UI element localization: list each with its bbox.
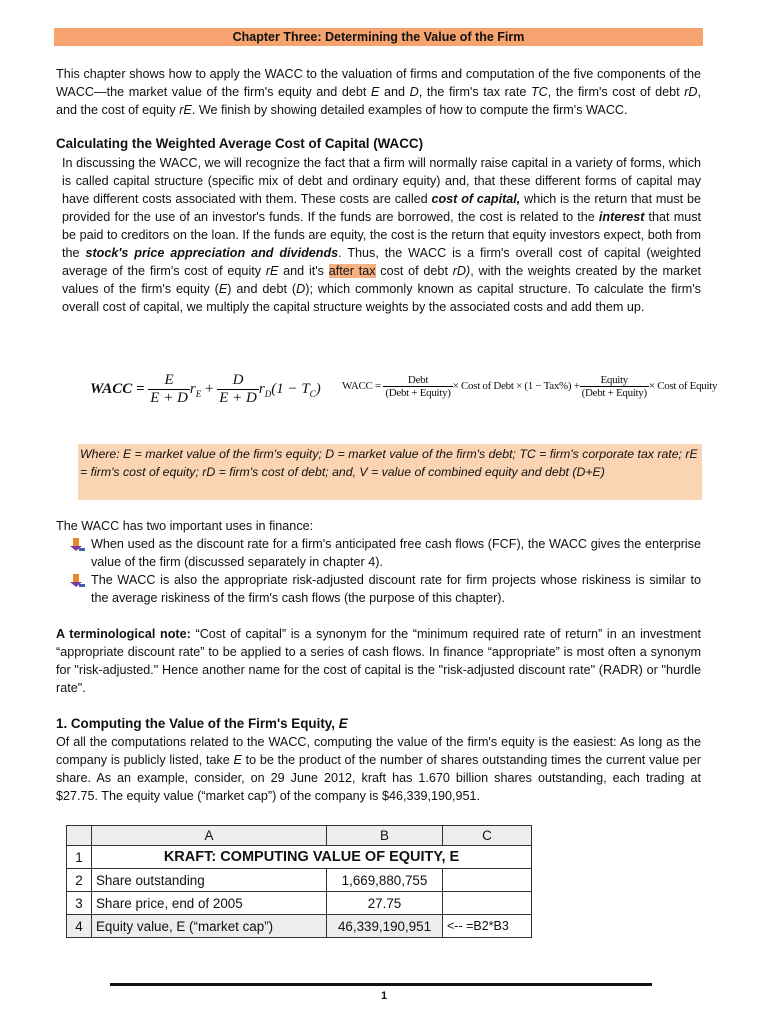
sheet-column-c: C [443,826,532,846]
wacc-var-re: rE [265,264,279,278]
where-definitions-text: Where: E = market value of the firm's equity; D = market value of the firm's debt; TC = firm's corporate tax rate; rE = firm's cost of equity; rD = firm's cost of debt; and, V = value of combined equity and debt (D+E) [80,447,698,479]
formula1-num-d: D [217,372,259,390]
intro-var-re: rE [179,103,192,117]
section1-heading [56,715,701,733]
interest-term: interest [598,210,645,224]
wacc-formula-symbolic [90,372,321,407]
sheet-cell-c2 [443,869,532,892]
page-number: 1 [380,990,388,1002]
where-definitions-box [78,444,702,500]
wacc-paragraph [62,154,701,316]
formula1-tax-term: (1 − T [271,380,310,397]
intro-var-rd: rD [684,85,698,99]
intro-text-3: , the firm's cost of debt [547,85,685,99]
formula2-lhs: WACC = [342,380,381,393]
wacc-text-9: ); which commonly known as capital structure. To calculate the firm's overall cost of capital, we multiply the capital structure weights by the associated costs and add them up. [62,282,701,314]
sheet-cell-b4: 46,339,190,951 [327,915,443,938]
sheet-cell-b3: 27.75 [327,892,443,915]
sheet-cell-a4: Equity value, E (“market cap”) [92,915,327,938]
formula1-num-e: E [148,372,190,390]
section1-heading-text: 1. Computing the Value of the Firm's Equity, [56,716,339,731]
cost-of-capital-term: cost of capital, [431,192,521,206]
kraft-equity-spreadsheet [66,825,532,938]
formula1-close: ) [315,380,321,397]
wacc-text-4: . Thus, the WACC is a firm's overall cost of capital (weighted average of the firm's cost of equity [62,246,702,278]
sheet-cell-c3 [443,892,532,915]
formula1-r-d: r [258,380,265,397]
intro-var-e: E [370,85,380,99]
sheet-row-3 [67,892,532,915]
formula2-middle: × Cost of Debt × (1 − Tax%) + [452,380,580,393]
formula1-plus: + [205,380,214,397]
formula2-num-debt: Debt [383,374,452,387]
sheet-cell-c4: <-- =B2*B3 [443,915,532,938]
formula1-r-d-sub: D [264,388,272,399]
formula2-fraction-equity [580,374,649,399]
use-bullet-2: The WACC is also the appropriate risk-adjusted discount rate for firm projects whose riskiness is similar to the average riskiness of the firm's cash flows (the purpose of this chapter). [91,573,701,605]
section1-paragraph [56,733,701,805]
stock-appreciation-term: stock's price appreciation and dividends [85,246,339,260]
wacc-text-8: ) and debt ( [227,282,297,296]
intro-var-d: D [409,85,419,99]
wacc-formula-verbal [342,374,717,399]
section1-text-2: to be the product of the number of shares outstanding times the current value per share. As an example, consider, on 29 June 2012, kraft has 1.670 billion shares outstanding, each trading at $27.75. The equity value (“market cap”) of the company is $46,339,190,951. [56,753,701,803]
arrow-bullet-icon [70,538,86,552]
sheet-row-4 [67,915,532,938]
footer-rule [110,983,652,986]
sheet-row-2 [67,869,532,892]
section1-heading-e: E [338,716,348,731]
sheet-column-header-row [67,826,532,846]
sheet-cell-a3: Share price, end of 2005 [92,892,327,915]
note-label: A terminological note: [56,627,191,641]
after-tax-highlight: after tax [328,264,376,278]
wacc-text-6: cost of debt [375,264,453,278]
wacc-var-e: E [218,282,228,296]
section1-var-e: E [233,753,242,767]
sheet-column-b: B [327,826,443,846]
wacc-text-3: that must be paid to creditors on the loan. If the funds are equity, the cost is the return that equity investors expect, both from the [62,210,701,260]
sheet-row-number: 2 [67,869,92,892]
formula1-den-d: E + D [219,390,257,406]
formula1-r-e: r [189,380,196,397]
wacc-var-rd: rD) [452,264,471,278]
formula2-num-equity: Equity [580,374,649,387]
sheet-cell-b2: 1,669,880,755 [327,869,443,892]
sheet-row-number: 4 [67,915,92,938]
formula1-lhs: WACC = [90,380,145,397]
section1-text-1: Of all the computations related to the WACC, computing the value of the firm's equity is the easiest: As long as the company is publicly listed, take [56,735,701,767]
formula1-fraction-d [217,372,259,407]
arrow-bullet-icon [70,574,86,588]
intro-text-4: , and the cost of equity [56,85,701,117]
intro-paragraph [56,65,701,119]
sheet-row-1 [67,846,532,869]
formula1-fraction-e [148,372,190,407]
wacc-text-7: , with the weights created by the market values of the firm's equity ( [62,264,702,296]
note-text: “Cost of capital” is a synonym for the “minimum required rate of return” in an investment “appropriate discount rate” to be applied to a series of cash flows. In finance “appropriate” is most often a synonym for "risk-adjusted." Hence another name for the cost of capital is the "risk-adjusted discount rate" (RADR) or "hurdle rate". [56,627,701,695]
intro-and: and [379,85,410,99]
wacc-text-1: In discussing the WACC, we will recognize the fact that a firm will normally raise capital in a variety of forms, which is called capital structure (specific mix of debt and ordinary equity) and, that these different forms of capital may have different costs associated with them. These costs are called [62,156,701,206]
uses-intro: The WACC has two important uses in finance: [56,519,314,533]
sheet-row-number: 1 [67,846,92,869]
sheet-corner-cell [67,826,92,846]
formula2-end: × Cost of Equity [648,380,718,393]
formula1-tax-sub: C [309,388,316,399]
intro-text-1: This chapter shows how to apply the WACC to the valuation of firms and computation of the five components of the WACC—the market value of the firm's equity and debt [56,67,701,99]
wacc-text-2: which is the return that must be provided for the use of an investor's funds. If the funds are borrowed, the cost is related to the [62,192,701,224]
use-bullet-1: When used as the discount rate for a firm's anticipated free cash flows (FCF), the WACC gives the enterprise value of the firm (discussed separately in chapter 4). [91,537,701,569]
formula1-r-e-sub: E [195,388,202,399]
sheet-cell-a2: Share outstanding [92,869,327,892]
wacc-text-5: and it's [278,264,329,278]
formula2-den-debt: (Debt + Equity) [385,387,451,399]
formula1-den-e: E + D [150,390,188,406]
intro-text-2: , the firm's tax rate [418,85,531,99]
sheet-column-a: A [92,826,327,846]
wacc-var-d: D [296,282,306,296]
wacc-heading: Calculating the Weighted Average Cost of Capital (WACC) [56,136,424,151]
intro-var-tc: TC [530,85,548,99]
formula2-fraction-debt [383,374,452,399]
chapter-title-banner: Chapter Three: Determining the Value of the Firm [54,28,703,46]
terminological-note [56,625,701,697]
sheet-row-number: 3 [67,892,92,915]
formula2-den-equity: (Debt + Equity) [581,387,647,399]
sheet-title-cell: KRAFT: COMPUTING VALUE OF EQUITY, E [92,846,532,869]
intro-text-5: . We finish by showing detailed examples of how to compute the firm's WACC. [191,103,628,117]
